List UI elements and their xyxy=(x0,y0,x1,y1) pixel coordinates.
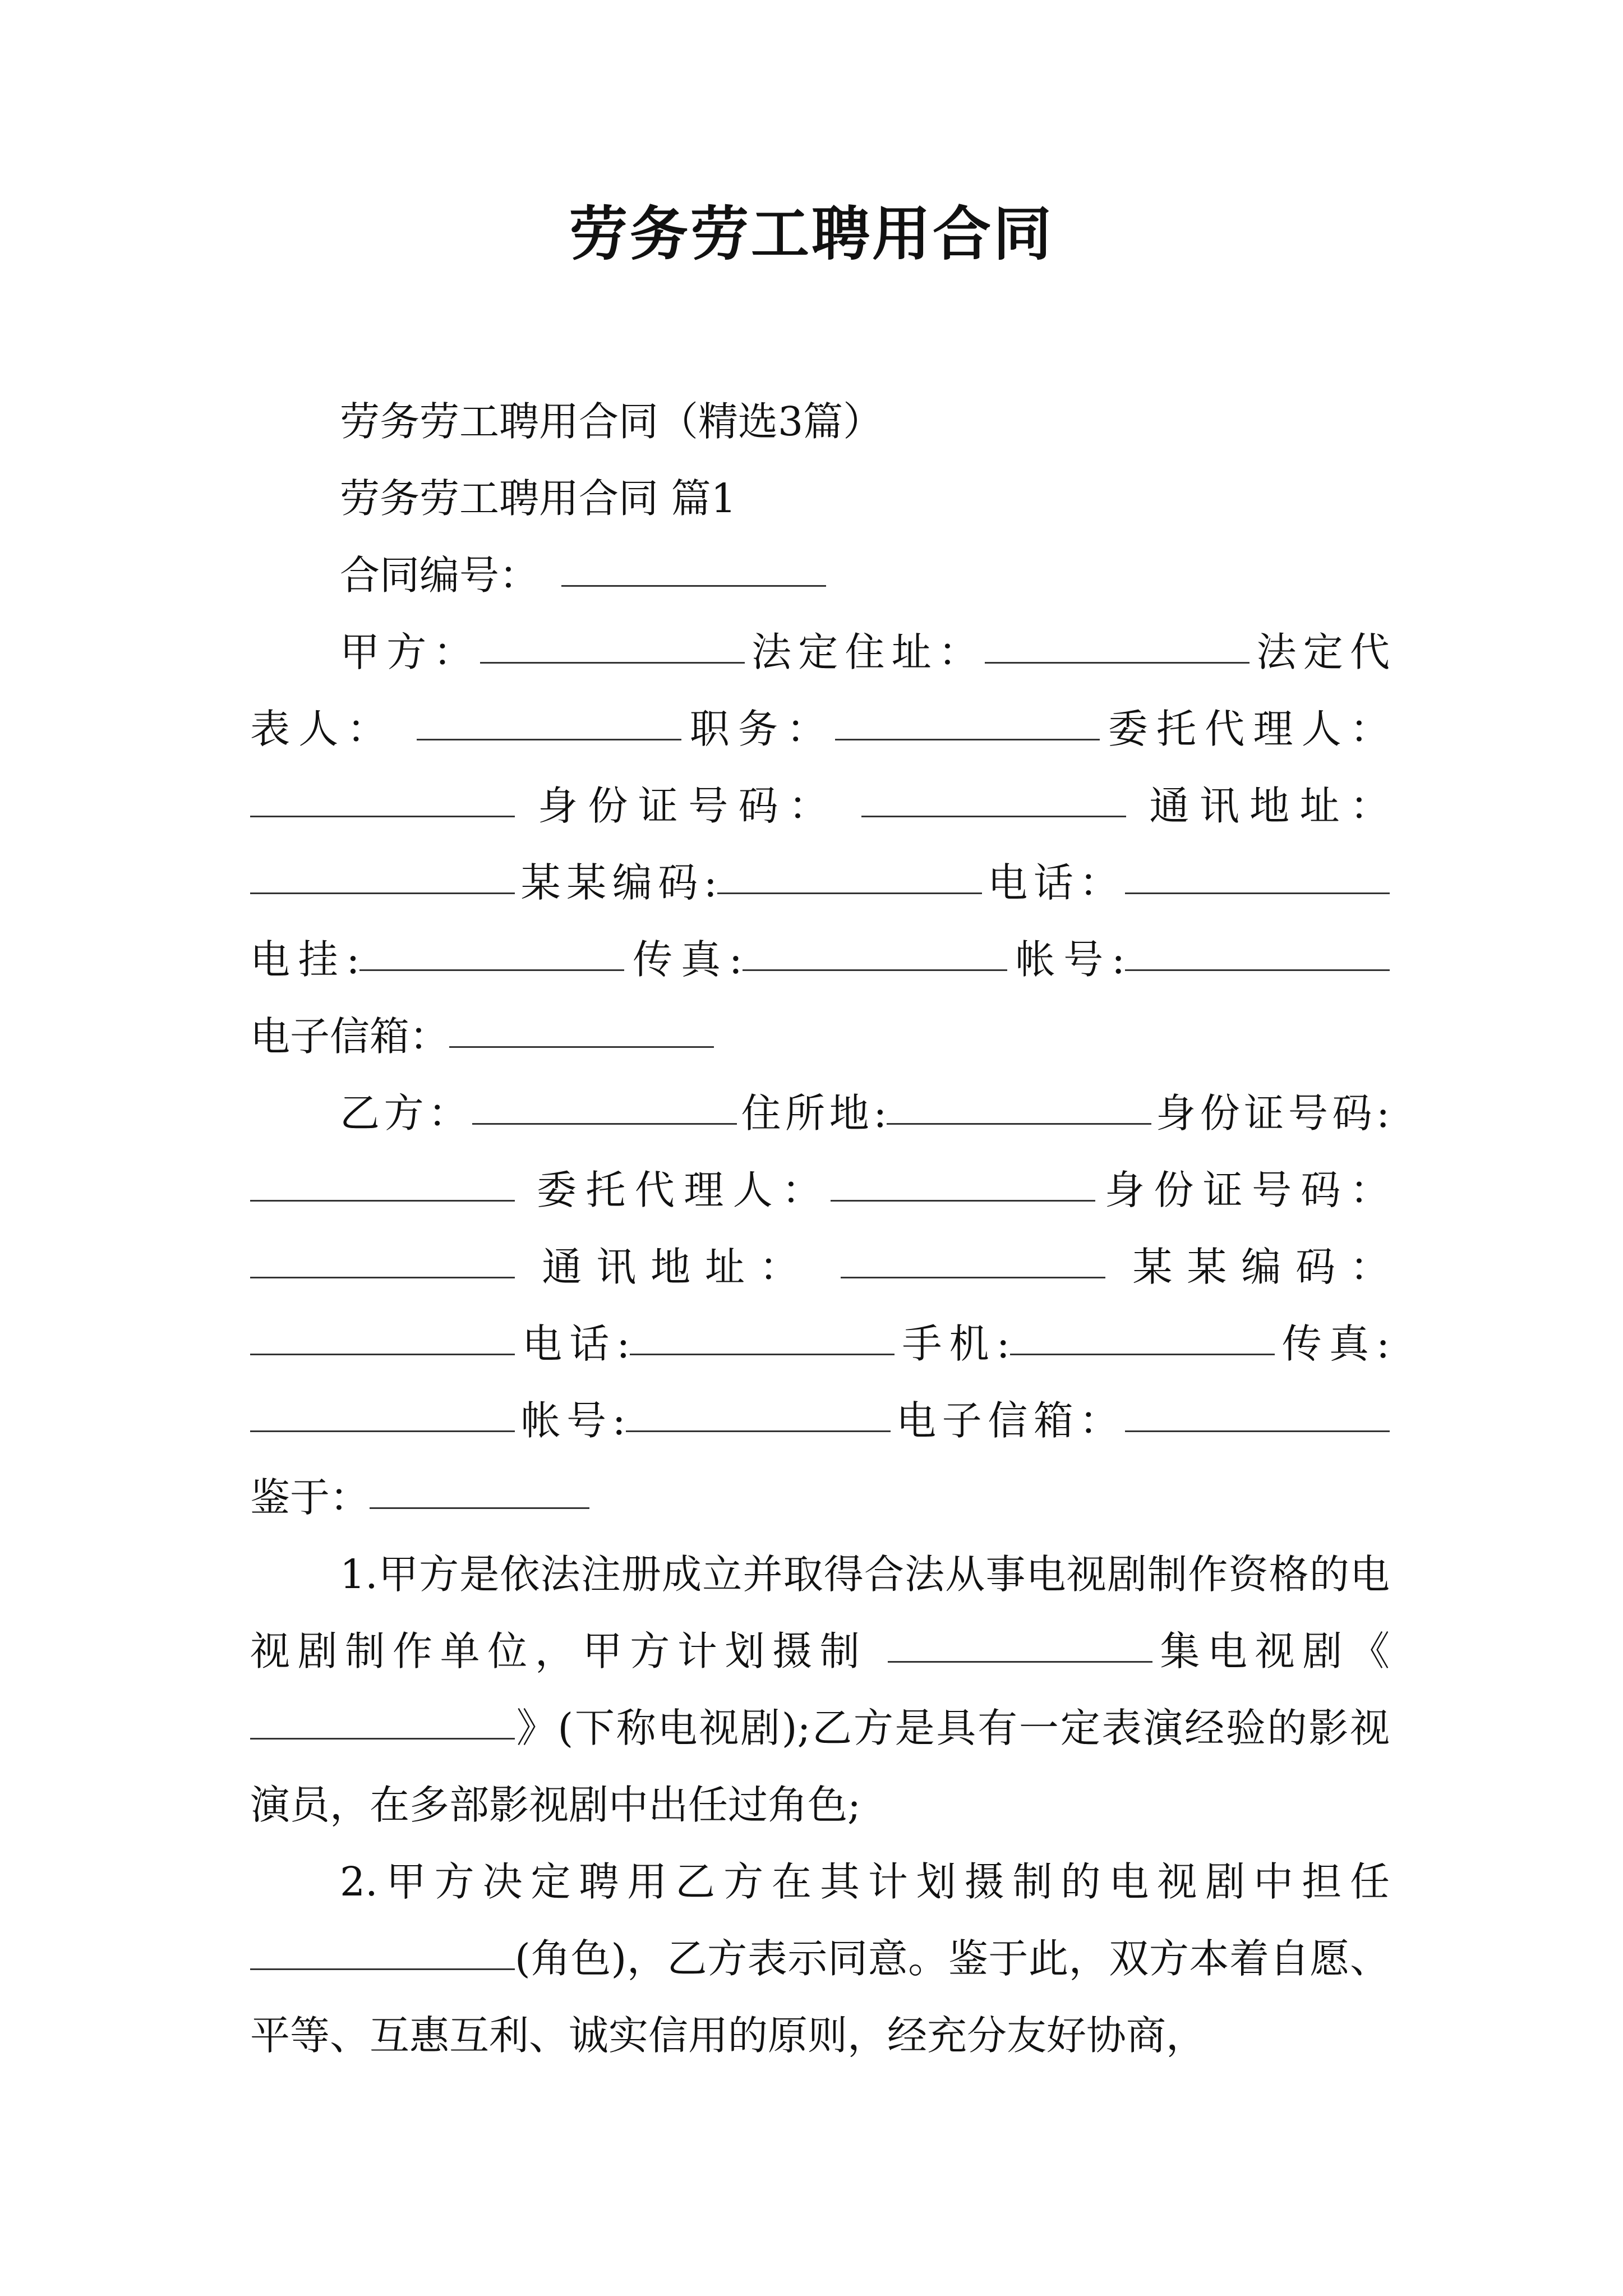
whereas-line xyxy=(250,1459,1390,1536)
party-a-fax-blank xyxy=(743,969,1007,971)
party-b-id2-label: 身份证号码： xyxy=(1095,1167,1390,1213)
party-a-position-blank xyxy=(835,738,1100,740)
party-b-block xyxy=(250,1075,1390,1536)
party-b-postcode-blank xyxy=(250,1353,515,1355)
party-a-line-4 xyxy=(250,844,1390,921)
party-b-blank xyxy=(472,1122,737,1125)
party-a-agent-blank xyxy=(250,815,515,817)
party-a-legal-rep-blank xyxy=(417,738,681,740)
party-a-phone-blank xyxy=(1125,892,1390,894)
party-a-address-blank xyxy=(250,892,515,894)
party-b-fax-blank xyxy=(250,1430,515,1432)
party-a-id-label: 身份证号码： xyxy=(537,783,839,829)
party-a-blank xyxy=(480,661,745,664)
party-a-line-6 xyxy=(250,998,1390,1075)
party-a-position-label: 职务： xyxy=(681,706,835,752)
clause-2-text-a: 2.甲方决定聘用乙方在其计划摄制的电视剧中担任 xyxy=(340,1858,1390,1905)
party-b-line-3 xyxy=(250,1228,1390,1305)
party-b-id-blank xyxy=(250,1199,515,1202)
party-a-legal-rep-label-a: 法定代 xyxy=(1249,629,1390,675)
clause-1-episodes-blank xyxy=(888,1660,1152,1663)
clause-1-text-b: 集电视剧《 xyxy=(1152,1628,1390,1674)
party-b-address-blank xyxy=(841,1276,1105,1278)
party-a-account-blank xyxy=(1125,969,1390,971)
clause-2 xyxy=(250,1843,1390,2074)
whereas-blank xyxy=(370,1507,589,1509)
document-body xyxy=(250,383,1390,2074)
clause-2-role-blank xyxy=(250,1968,515,1970)
party-a-line-2 xyxy=(250,691,1390,767)
party-a-phone-label: 电话： xyxy=(981,859,1125,906)
party-a-account-label: 帐号: xyxy=(1007,936,1126,983)
party-a-fax-label: 传真: xyxy=(624,936,743,983)
clause-1-text-c: 》(下称电视剧);乙方是具有一定表演经验的影视演员，在多部影视剧中出任过角色; xyxy=(250,1705,1390,1828)
party-b-email-blank xyxy=(1125,1430,1390,1432)
contract-number-line xyxy=(250,537,1390,614)
party-a-postcode-label: 某某编码: xyxy=(515,859,717,906)
party-b-fax-label: 传真: xyxy=(1274,1320,1390,1367)
party-a-block xyxy=(250,614,1390,1075)
party-a-postcode-blank xyxy=(717,892,982,894)
party-b-line-1 xyxy=(250,1075,1390,1152)
party-a-email-label: 电子信箱： xyxy=(250,1013,450,1060)
party-a-label: 甲方： xyxy=(340,629,480,675)
party-a-line-1 xyxy=(250,614,1390,691)
part-heading: 劳务劳工聘用合同 篇1 xyxy=(340,475,736,522)
subtitle: 劳务劳工聘用合同（精选3篇） xyxy=(340,398,883,445)
contract-number-blank xyxy=(561,585,826,587)
whereas-label: 鉴于： xyxy=(250,1474,370,1521)
party-b-postcode-label: 某某编码： xyxy=(1132,1244,1390,1290)
party-b-account-blank xyxy=(626,1430,891,1432)
party-b-label: 乙方： xyxy=(340,1090,472,1137)
party-a-line-3 xyxy=(250,767,1390,844)
clause-1-drama-title-blank xyxy=(250,1737,515,1740)
party-b-agent-label: 委托代理人： xyxy=(536,1167,831,1213)
party-a-telex-blank xyxy=(359,969,624,971)
party-a-telex-label: 电挂: xyxy=(250,936,360,983)
party-b-line-5 xyxy=(250,1382,1390,1459)
party-b-agent-blank xyxy=(831,1199,1095,1202)
party-b-mobile-label: 手机: xyxy=(895,1320,1010,1367)
party-b-phone-blank xyxy=(630,1353,895,1355)
party-b-address-label: 通讯地址： xyxy=(542,1244,814,1290)
clause-1 xyxy=(250,1536,1390,1843)
party-b-id-label: 身份证号码: xyxy=(1151,1090,1390,1137)
party-b-line-4 xyxy=(250,1305,1390,1382)
party-b-email-label: 电子信箱： xyxy=(890,1397,1125,1444)
clause-2-text-b: (角色)，乙方表示同意。鉴于此，双方本着自愿、平等、互惠互利、诚实信用的原则，经充分友好协商， xyxy=(250,1935,1390,2059)
party-b-residence-label: 住所地: xyxy=(736,1090,887,1137)
party-a-email-blank xyxy=(449,1046,714,1048)
party-a-legal-address-label: 法定住址： xyxy=(744,629,985,675)
party-a-id-blank xyxy=(861,815,1126,817)
party-b-phone-label: 电话: xyxy=(515,1320,630,1367)
party-a-legal-rep-label-b: 表人： xyxy=(250,706,395,752)
party-a-address-label: 通讯地址： xyxy=(1149,783,1390,829)
contract-number-label: 合同编号： xyxy=(340,552,540,599)
document-title: 劳务劳工聘用合同 xyxy=(569,199,1054,268)
clause-1-text-a: 1.甲方是依法注册成立并取得合法从事电视剧制作资格的电视剧制作单位，甲方计划摄制 xyxy=(250,1551,1390,1674)
party-a-line-5 xyxy=(250,921,1390,998)
party-b-line-2 xyxy=(250,1152,1390,1228)
party-a-legal-address-blank xyxy=(985,661,1249,664)
party-b-residence-blank xyxy=(887,1122,1151,1125)
party-b-mobile-blank xyxy=(1010,1353,1275,1355)
party-b-id2-blank xyxy=(250,1276,515,1278)
party-b-account-label: 帐号: xyxy=(515,1397,626,1444)
party-a-agent-label: 委托代理人： xyxy=(1099,706,1390,752)
